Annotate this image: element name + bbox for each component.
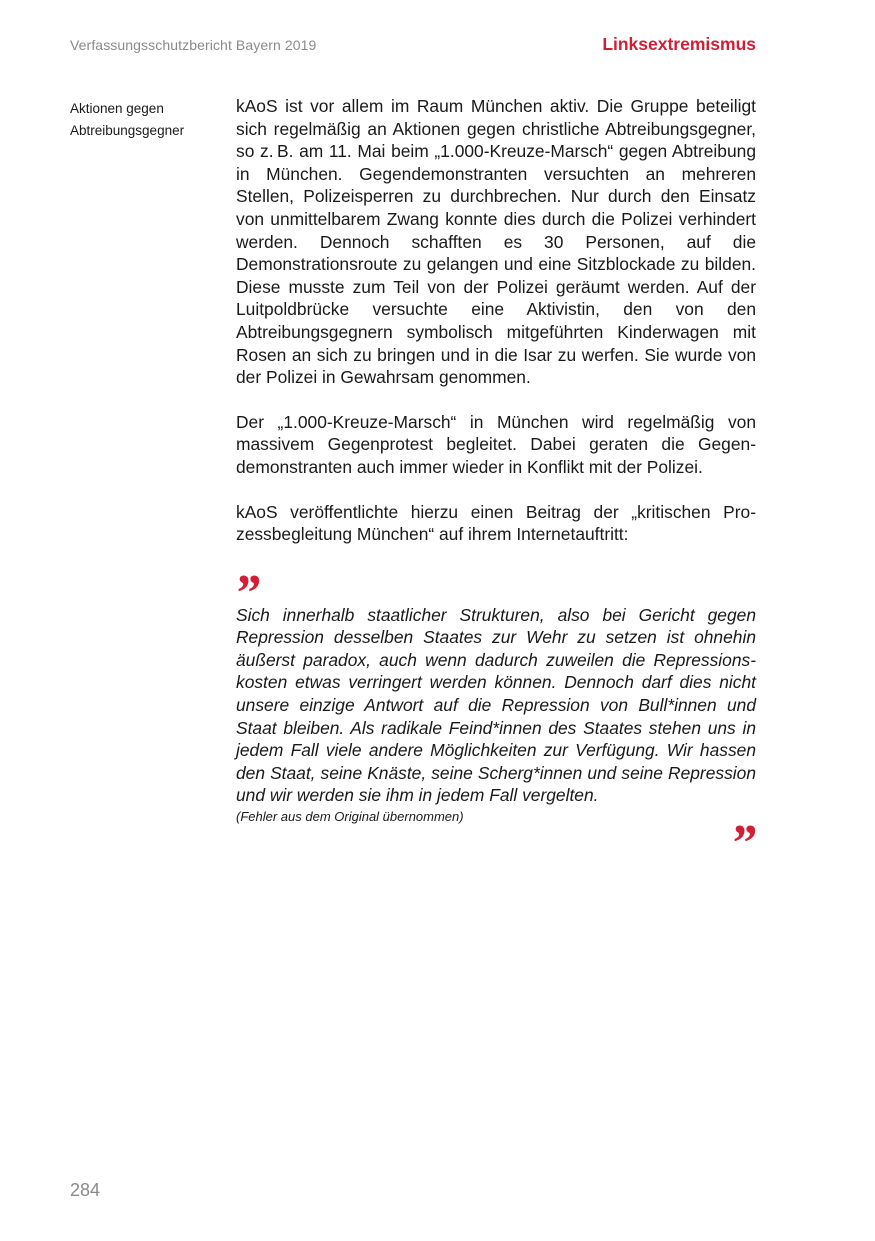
quote-text: Sich innerhalb staatlicher Strukturen, also bei Gericht gegen Repression desselben Staates zur Wehr zu setzen ist ohnehin äußerst paradox, auch wenn dadurch zuweilen die Repressionskosten etwas verringert werden können. Dennoch darf dies nicht unsere einzige Antwort auf die Repression von Bull*innen und Staat bleiben. Als radikale Feind*innen des Staates stehen uns in jedem Fall viele andere Möglichkeiten zur Verfügung. Wir hassen den Staat, seine Knäste, seine Scherg*innen und seine Repression und wir werden sie ihm in jedem Fall vergelten. (236, 604, 756, 806)
body-paragraph: kAoS veröffentlichte hierzu einen Beitrag der „kritischen Prozessbegleitung München“ auf ihrem Internetauftritt: (236, 501, 756, 545)
body-paragraph: kAoS ist vor allem im Raum München aktiv. Die Gruppe beteiligt sich regelmäßig an Aktionen gegen christliche Abtreibungsgegner, so z. B. am 11. Mai beim „1.000-Kreuze-Marsch“ gegen Abtreibung in München. Gegendemonstranten versuchten an mehreren Stellen, Polizeisperren zu durchbrechen. Nur durch den Einsatz von unmittelbarem Zwang konnte dies durch die Polizei verhindert werden. Dennoch schafften es 30 Personen, auf die Demonstrationsroute zu gelangen und eine Sitzblockade zu bilden. Diese musste zum Teil von der Polizei geräumt werden. Auf der Luitpoldbrücke versuchte eine Aktivistin, den von den Abtreibungsgegnern symbolisch mitgeführten Kinderwagen mit Rosen an sich zu bringen und in die Isar zu werfen. Sie wurde von der Polizei in Gewahrsam genommen. (236, 96, 756, 388)
section-title: Linksextremismus (602, 34, 756, 54)
margin-note-line: Abtreibungsgegner (70, 123, 185, 138)
opening-quote-mark-icon: ” (234, 564, 260, 622)
main-content (234, 95, 756, 873)
margin-note (70, 98, 220, 142)
body-paragraph: Der „1.000-Kreuze-Marsch“ in München wird regelmäßig von massivem Gegenprotest begleitet. Dabei geraten die Gegendemonstranten auch immer wieder in Konflikt mit der Polizei. (236, 411, 756, 477)
quote-note: (Fehler aus dem Original übernommen) (236, 809, 464, 825)
page-number: 284 (70, 1180, 101, 1200)
closing-quote-mark-icon: ” (730, 815, 756, 873)
margin-note-line: Aktionen gegen (70, 101, 164, 116)
running-header-title: Verfassungsschutzbericht Bayern 2019 (70, 37, 317, 53)
